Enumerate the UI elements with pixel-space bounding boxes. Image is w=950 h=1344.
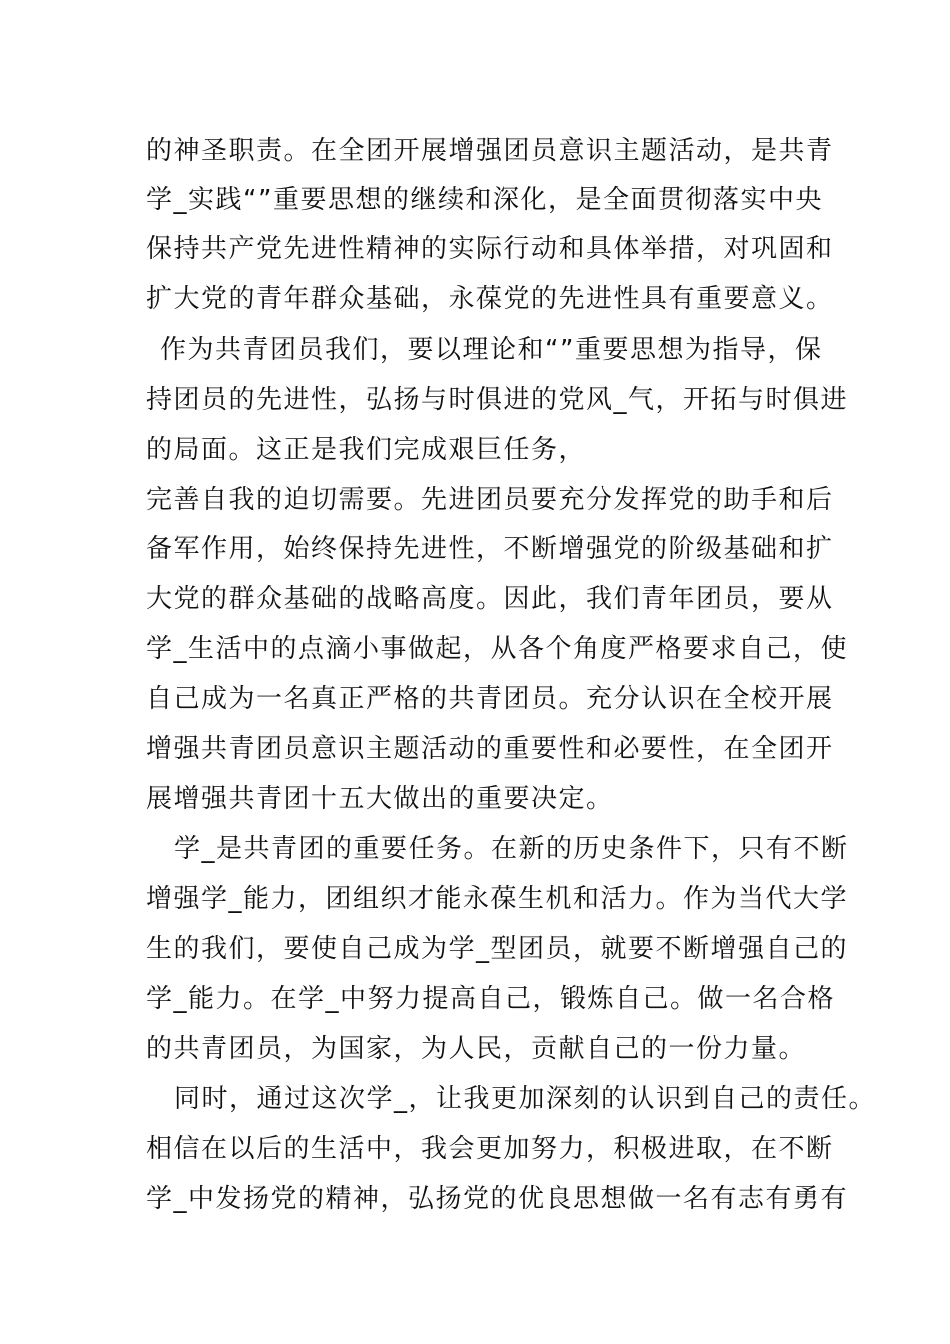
text-line: 生的我们，要使自己成为学_型团员，就要不断增强自己的	[146, 934, 849, 964]
text-line: 大党的群众基础的战略高度。因此，我们青年团员，要从	[146, 584, 834, 614]
text-line: 的局面。这正是我们完成艰巨任务，	[146, 435, 587, 465]
text-line: 同时，通过这次学_，让我更加深刻的认识到自己的责任。	[174, 1084, 877, 1114]
text-line: 学_能力。在学_中努力提高自己，锻炼自己。做一名合格	[146, 984, 836, 1014]
text-line: 增强学_能力，团组织才能永葆生机和活力。作为当代大学	[146, 884, 849, 914]
text-line: 的神圣职责。在全团开展增强团员意识主题活动，是共青	[146, 136, 834, 166]
text-line: 学_是共青团的重要任务。在新的历史条件下，只有不断	[174, 834, 849, 864]
text-line: 持团员的先进性，弘扬与时俱进的党风_气，开拓与时俱进	[146, 385, 849, 415]
text-line: 展增强共青团十五大做出的重要决定。	[146, 784, 614, 814]
text-line: 完善自我的迫切需要。先进团员要充分发挥党的助手和后	[146, 485, 834, 515]
text-line: 自己成为一名真正严格的共青团员。充分认识在全校开展	[146, 684, 834, 714]
text-line: 学_生活中的点滴小事做起，从各个角度严格要求自己，使	[146, 634, 849, 664]
text-line: 相信在以后的生活中，我会更加努力，积极进取，在不断	[146, 1134, 834, 1164]
text-line: 学_中发扬党的精神，弘扬党的优良思想做一名有志有勇有	[146, 1184, 849, 1214]
text-line: 作为共青团员我们，要以理论和“”重要思想为指导，保	[160, 335, 823, 365]
text-line: 学_实践“”重要思想的继续和深化，是全面贯彻落实中央	[146, 185, 823, 215]
text-line: 增强共青团员意识主题活动的重要性和必要性，在全团开	[146, 734, 834, 764]
text-line: 的共青团员，为国家，为人民，贡献自己的一份力量。	[146, 1034, 807, 1064]
text-line: 保持共产党先进性精神的实际行动和具体举措，对巩固和	[146, 234, 834, 264]
text-line: 备军作用，始终保持先进性，不断增强党的阶级基础和扩	[146, 534, 834, 564]
text-line: 扩大党的青年群众基础，永葆党的先进性具有重要意义。	[146, 284, 834, 314]
